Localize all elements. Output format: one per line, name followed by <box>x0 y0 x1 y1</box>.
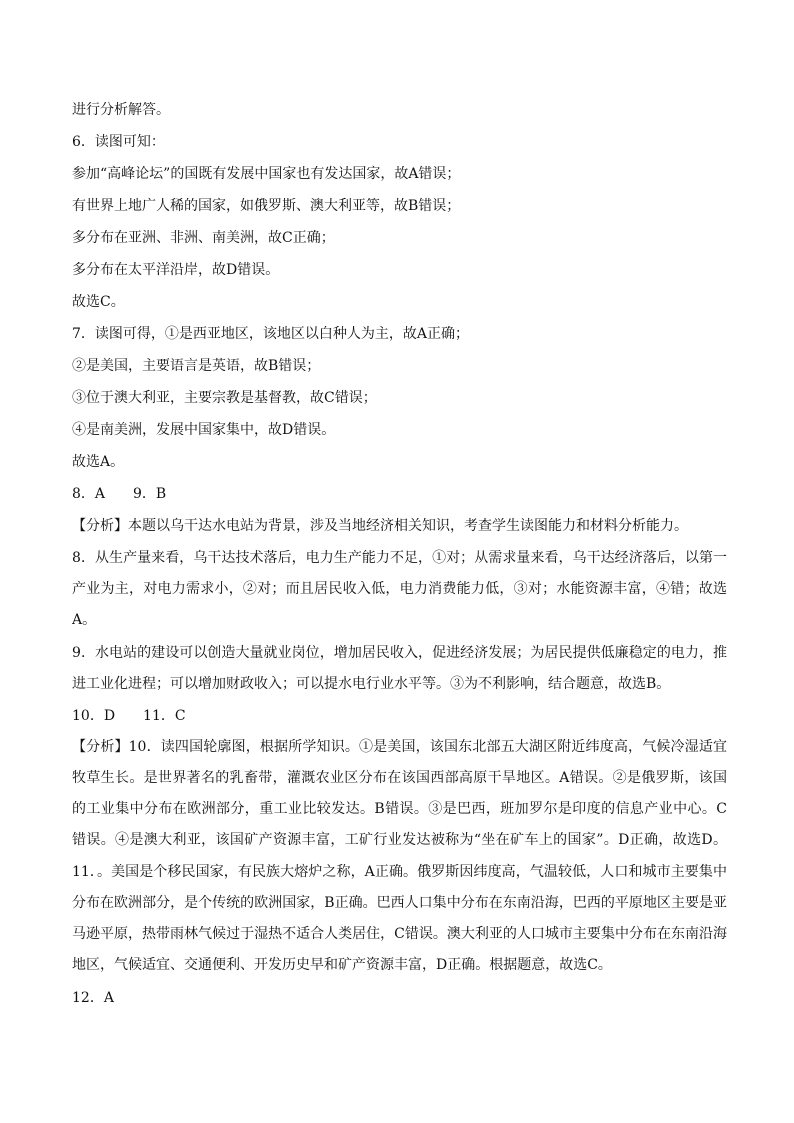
text-line: 9．水电站的建设可以创造大量就业岗位，增加居民收入，促进经济发展；为居民提供低廉稳定的电力，推 <box>72 645 727 661</box>
text-line: 有世界上地广人稀的国家，如俄罗斯、澳大利亚等，故B错误； <box>72 198 461 214</box>
text-line: ②是美国，主要语言是英语，故B错误； <box>72 358 321 374</box>
text-line: ③位于澳大利亚，主要宗教是基督教，故C错误； <box>72 390 377 406</box>
text-line: 马逊平原，热带雨林气候过于湿热不适合人类居住，C错误。澳大利亚的人口城市主要集中分布在东南沿海 <box>72 926 727 942</box>
text-line: 错误。④是澳大利亚，该国矿产资源丰富，工矿行业发达被称为“坐在矿车上的国家”。D正确，故选D。 <box>72 832 727 848</box>
text-line: 进工业化进程；可以增加财政收入；可以提水电行业水平等。③为不利影响，结合题意，故选B。 <box>72 676 671 692</box>
answer-line: 8．A 9．B <box>72 486 167 502</box>
text-line: ④是南美洲，发展中国家集中，故D错误。 <box>72 422 336 438</box>
answer-line: 12．A <box>72 990 114 1006</box>
text-line: 11．。美国是个移民国家，有民族大熔炉之称，A正确。俄罗斯因纬度高，气温较低，人口和城市主要集中 <box>72 864 727 880</box>
text-line: 故选A。 <box>72 454 125 470</box>
text-line: 进行分析解答。 <box>72 102 170 118</box>
text-line: 7．读图可得，①是西亚地区，该地区以白种人为主，故A正确； <box>72 326 470 342</box>
text-line: 牧草生长。是世界著名的乳畜带，灌溉农业区分布在该国西部高原干旱地区。A错误。②是俄罗斯，该国 <box>72 770 727 786</box>
text-line: 8．从生产量来看，乌干达技术落后，电力生产能力不足，①对；从需求量来看，乌干达经济落后，以第一 <box>72 550 727 566</box>
analysis-line: 【分析】10．读四国轮廓图，根据所学知识。①是美国，该国东北部五大湖区附近纬度高，气候冷湿适宜 <box>72 739 727 755</box>
text-line: 多分布在太平洋沿岸，故D错误。 <box>72 262 280 278</box>
text-line: 6．读图可知： <box>72 134 165 150</box>
answer-line: 10．D 11．C <box>72 708 186 724</box>
text-line: 多分布在亚洲、非洲、南美洲，故C正确； <box>72 230 335 246</box>
text-line: 的工业集中分布在欧洲部分，重工业比较发达。B错误。③是巴西，班加罗尔是印度的信息产业中心。C <box>72 801 727 817</box>
analysis-line: 【分析】本题以乌干达水电站为背景，涉及当地经济相关知识，考查学生读图能力和材料分析能力。 <box>72 518 688 534</box>
text-line: A。 <box>72 612 97 628</box>
text-line: 地区，气候适宜、交通便利、开发历史早和矿产资源丰富，D正确。根据题意，故选C。 <box>72 957 612 973</box>
text-line: 分布在欧洲部分，是个传统的欧洲国家，B正确。巴西人口集中分布在东南沿海，巴西的平原地区主要是亚 <box>72 895 727 911</box>
text-line: 故选C。 <box>72 294 125 310</box>
text-line: 参加“高峰论坛”的国既有发展中国家也有发达国家，故A错误； <box>72 166 461 182</box>
text-line: 产业为主，对电力需求小，②对；而且居民收入低，电力消费能力低，③对；水能资源丰富，④错；故选 <box>72 581 727 597</box>
